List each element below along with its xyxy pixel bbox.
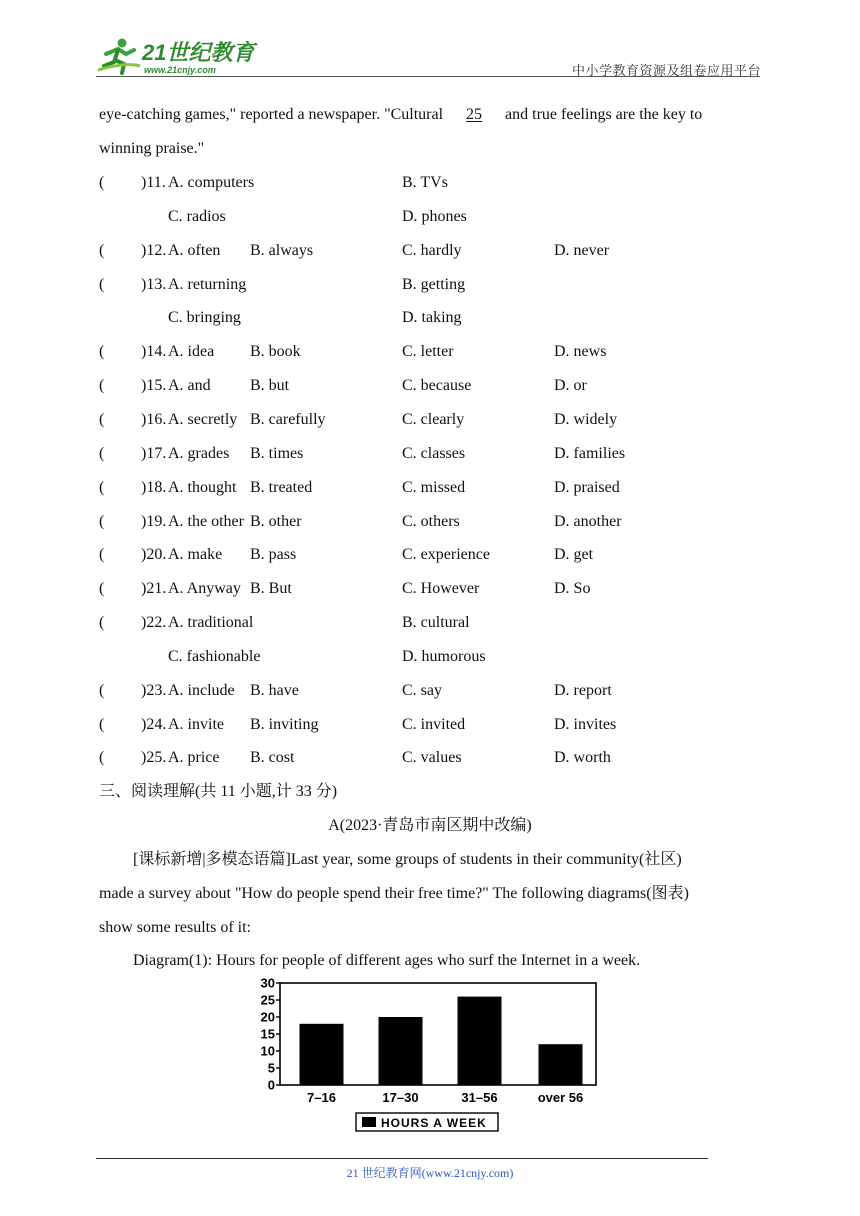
option-fourth: D. news <box>554 343 607 361</box>
question-number: )18. <box>141 478 167 496</box>
x-tick-label: 17–30 <box>382 1090 419 1105</box>
header-platform-text: 中小学教育资源及组卷应用平台 <box>572 63 762 78</box>
option-third: C. letter <box>402 343 454 361</box>
bar <box>379 1017 423 1085</box>
y-tick-label: 5 <box>267 1060 275 1076</box>
question-row <box>99 410 759 430</box>
answer-paren: ( <box>99 377 105 395</box>
bar <box>300 1024 344 1085</box>
question-number: )21. <box>141 580 167 598</box>
option-third: C. others <box>402 512 460 530</box>
logo-url-text: www.21cnjy.com <box>144 65 216 75</box>
option-first: A. grades <box>168 444 230 462</box>
question-number: )11. <box>141 174 166 191</box>
question-number: )25. <box>141 749 167 767</box>
option-third: C. classes <box>402 444 466 462</box>
option-first: A. secretly <box>168 410 238 428</box>
option-first: A. returning <box>168 275 247 293</box>
question-number: )17. <box>141 444 167 462</box>
option-fourth: D. never <box>554 241 610 259</box>
option-fourth: D. widely <box>554 410 618 428</box>
option-third: C. invited <box>402 715 466 733</box>
question-number: )24. <box>141 715 167 733</box>
bar-chart <box>250 974 610 1136</box>
option-first: A. traditional <box>168 614 254 632</box>
option-third: C. say <box>402 681 442 699</box>
option-fourth: D. praised <box>554 478 620 496</box>
question-row <box>99 241 759 261</box>
option-second: B. inviting <box>250 715 319 733</box>
answer-paren: ( <box>99 546 105 564</box>
answer-paren: ( <box>99 681 105 699</box>
legend-label: HOURS A WEEK <box>381 1116 487 1130</box>
question-row <box>99 275 759 295</box>
question-number: )15. <box>141 377 167 395</box>
question-row <box>99 207 759 227</box>
option-fourth: D. get <box>554 546 594 564</box>
intro-line-1: [课标新增|多模态语篇]Last year, some groups of students in their community(社区) <box>133 851 682 868</box>
option-fourth: D. invites <box>554 715 617 733</box>
option-third: D. humorous <box>402 647 486 665</box>
option-fourth: D. report <box>554 681 612 699</box>
answer-paren: ( <box>99 715 105 733</box>
option-second: B. but <box>250 377 290 395</box>
option-third: D. phones <box>402 207 467 225</box>
option-second: B. other <box>250 512 302 530</box>
y-tick-label: 20 <box>260 1009 275 1025</box>
option-fourth: D. So <box>554 580 591 598</box>
question-row <box>99 748 759 768</box>
question-number: )19. <box>141 512 167 530</box>
option-first: C. fashionable <box>168 647 261 665</box>
option-first: A. Anyway <box>168 580 241 598</box>
option-first: A. price <box>168 749 220 767</box>
header-divider <box>96 76 760 77</box>
blank-25: 25 <box>466 106 483 123</box>
question-number: )22. <box>141 614 167 632</box>
option-first: A. include <box>168 681 235 699</box>
option-first: C. radios <box>168 207 226 225</box>
passage-text-before-blank: eye-catching games," reported a newspaper. "Cultural <box>99 106 444 123</box>
option-second: B. book <box>250 343 301 361</box>
answer-paren: ( <box>99 478 105 496</box>
site-logo <box>96 36 266 76</box>
answer-paren: ( <box>99 343 105 361</box>
passage-text-after-blank: and true feelings are the key to <box>505 106 703 123</box>
option-second: B. But <box>250 580 292 598</box>
question-number: )16. <box>141 410 167 428</box>
option-third: C. clearly <box>402 410 465 428</box>
footer-divider <box>96 1158 708 1159</box>
question-number: )20. <box>141 546 167 564</box>
footer-text: 21 世纪教育网(www.21cnjy.com) <box>346 1166 514 1180</box>
option-third: B. cultural <box>402 614 470 632</box>
option-fourth: D. another <box>554 512 622 530</box>
question-row <box>99 478 759 498</box>
question-number: )23. <box>141 681 167 699</box>
option-third: B. TVs <box>402 174 448 191</box>
question-row <box>99 308 759 328</box>
legend-swatch <box>362 1117 376 1127</box>
y-tick-label: 0 <box>267 1077 275 1093</box>
option-third: C. hardly <box>402 241 462 259</box>
answer-paren: ( <box>99 275 105 293</box>
part-title: A(2023·青岛市南区期中改编) <box>328 817 532 834</box>
answer-paren: ( <box>99 614 105 632</box>
bar <box>458 997 502 1085</box>
question-number: )14. <box>141 343 167 361</box>
option-second: B. treated <box>250 478 313 496</box>
option-first: A. computers <box>168 174 255 191</box>
x-tick-label: 31–56 <box>461 1090 498 1105</box>
question-row <box>99 681 759 701</box>
question-number: )13. <box>141 275 167 293</box>
question-row <box>99 545 759 565</box>
y-tick-label: 25 <box>260 992 275 1008</box>
option-third: C. values <box>402 749 462 767</box>
option-second: B. pass <box>250 546 297 564</box>
y-tick-label: 30 <box>260 975 275 991</box>
answer-paren: ( <box>99 410 105 428</box>
option-first: A. idea <box>168 343 215 361</box>
option-third: C. However <box>402 580 480 598</box>
x-tick-label: over 56 <box>537 1090 584 1105</box>
answer-paren: ( <box>99 174 105 191</box>
option-first: A. make <box>168 546 223 564</box>
option-second: B. have <box>250 681 299 699</box>
y-tick-label: 15 <box>260 1026 275 1042</box>
passage-line-2: winning praise." <box>99 140 205 157</box>
option-third: D. taking <box>402 309 462 327</box>
option-second: B. times <box>250 444 304 462</box>
question-row <box>99 579 759 599</box>
option-first: A. the other <box>168 512 244 530</box>
option-fourth: D. worth <box>554 749 611 767</box>
answer-paren: ( <box>99 580 105 598</box>
answer-paren: ( <box>99 512 105 530</box>
runner-logo-icon <box>96 36 266 76</box>
passage-line-1 <box>99 105 761 125</box>
option-first: A. invite <box>168 715 224 733</box>
bar <box>539 1044 583 1085</box>
question-row <box>99 647 759 667</box>
option-fourth: D. or <box>554 377 587 395</box>
question-row <box>99 613 759 633</box>
answer-paren: ( <box>99 241 105 259</box>
option-second: B. carefully <box>250 410 326 428</box>
intro-line-2: made a survey about "How do people spend their free time?" The following diagrams(图表) <box>99 885 689 902</box>
option-third: C. experience <box>402 546 490 564</box>
logo-brand-text: 21世纪教育 <box>142 40 255 65</box>
option-first: C. bringing <box>168 309 241 327</box>
option-first: A. often <box>168 241 221 259</box>
question-row <box>99 512 759 532</box>
option-second: B. always <box>250 241 314 259</box>
question-row <box>99 715 759 735</box>
section-heading: 三、阅读理解(共 11 小题,计 33 分) <box>99 783 338 800</box>
answer-paren: ( <box>99 444 105 462</box>
y-tick-label: 10 <box>260 1043 275 1059</box>
option-third: C. missed <box>402 478 466 496</box>
question-row <box>99 342 759 362</box>
question-number: )12. <box>141 241 167 259</box>
option-fourth: D. families <box>554 444 626 462</box>
answer-paren: ( <box>99 749 105 767</box>
diagram-caption: Diagram(1): Hours for people of different ages who surf the Internet in a week. <box>133 952 641 969</box>
option-first: A. thought <box>168 478 237 496</box>
option-first: A. and <box>168 377 211 395</box>
question-row <box>99 444 759 464</box>
option-third: C. because <box>402 377 472 395</box>
x-tick-label: 7–16 <box>307 1090 336 1105</box>
option-third: B. getting <box>402 275 466 293</box>
option-second: B. cost <box>250 749 295 767</box>
question-row <box>99 376 759 396</box>
intro-line-3: show some results of it: <box>99 919 251 936</box>
question-row <box>99 173 759 193</box>
